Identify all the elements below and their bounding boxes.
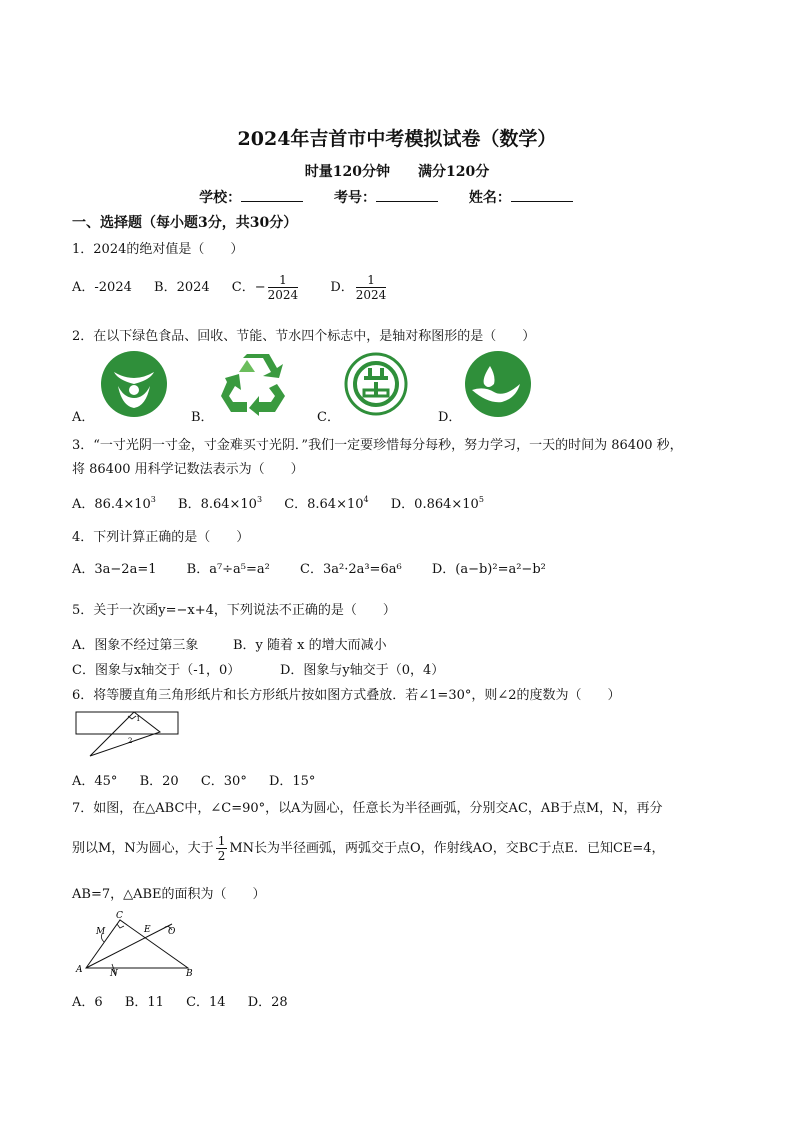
q6-angle-2-label: 2: [128, 737, 133, 745]
name-label: 姓名：: [468, 190, 511, 206]
name-field[interactable]: [511, 189, 573, 202]
q1-option-a[interactable]: A．-2024: [72, 280, 132, 295]
q7-half-den: 2: [217, 849, 226, 863]
q1-option-b[interactable]: B．2024: [154, 280, 210, 295]
q1-d-den: 2024: [355, 288, 387, 302]
q7-half-fraction: [216, 834, 228, 863]
recycle-logo-icon: [219, 352, 287, 416]
q1-d-prefix: D．: [330, 280, 354, 295]
q1-c-num: 1: [268, 273, 299, 288]
q4-option-b[interactable]: B．a⁷÷a⁵=a²: [186, 562, 270, 577]
q3-stem-line2: 将 86400 用科学记数法表示为（ ）: [72, 462, 304, 477]
water-saving-logo-icon: [464, 350, 532, 418]
q7-label-E: E: [144, 925, 151, 935]
q3-option-c[interactable]: [284, 497, 368, 512]
q3-option-a[interactable]: [72, 497, 156, 512]
q7-label-N: N: [110, 969, 118, 978]
q2-option-c[interactable]: C．: [317, 410, 340, 425]
q6-figure: [74, 710, 182, 762]
q1-d-num: 1: [356, 273, 387, 288]
q3-options: [72, 493, 484, 512]
q7-option-d[interactable]: D．28: [247, 995, 288, 1010]
q6-option-c[interactable]: C．30°: [200, 774, 247, 789]
q5-stem: 5．关于一次函y=−x+4，下列说法不正确的是（ ）: [72, 603, 396, 618]
q6-angle-1-label: 1: [136, 715, 141, 723]
q7-label-C: C: [116, 911, 123, 921]
q6-option-d[interactable]: D．15°: [268, 774, 316, 789]
q3-c-text: C．8.64×10: [284, 497, 364, 512]
student-info-line: [0, 187, 794, 207]
section-heading: 一、选择题（每小题3分，共30分）: [72, 215, 298, 231]
q5-option-b[interactable]: B．y 随着 x 的增大而减小: [233, 638, 387, 653]
time-score-line: 时量120分钟 满分120分: [304, 164, 490, 180]
q1-stem: 1．2024的绝对值是（ ）: [72, 242, 244, 257]
q7-label-M: M: [96, 927, 106, 937]
q7-option-a[interactable]: A．6: [72, 995, 103, 1010]
green-food-logo-icon: [100, 350, 168, 418]
q5-option-a[interactable]: A．图象不经过第三象: [72, 638, 199, 653]
q7-stem2-a: 别以M，N为圆心，大于: [72, 841, 214, 856]
q4-stem: 4．下列计算正确的是（ ）: [72, 530, 250, 545]
q3-c-exp: 4: [363, 495, 369, 504]
q7-label-B: B: [186, 969, 193, 978]
q2-option-d[interactable]: D．: [438, 410, 462, 425]
q2-stem: 2．在以下绿色食品、回收、节能、节水四个标志中，是轴对称图形的是（ ）: [72, 329, 536, 344]
q1-option-d[interactable]: [330, 273, 388, 302]
q4-options: [72, 558, 546, 577]
q6-stem: 6．将等腰直角三角形纸片和长方形纸片按如图方式叠放．若∠1=30°，则∠2的度数为（ ）: [72, 688, 621, 703]
q1-c-prefix: C．−: [231, 280, 266, 295]
q1-d-fraction: [356, 273, 387, 302]
q6-options: [72, 770, 315, 789]
q1-options: [72, 273, 388, 302]
page-title: 2024年吉首市中考模拟试卷（数学）: [237, 128, 557, 150]
q3-d-exp: 5: [478, 495, 484, 504]
q3-option-d[interactable]: [391, 497, 484, 512]
q7-option-b[interactable]: B．11: [124, 995, 164, 1010]
q3-a-exp: 3: [150, 495, 156, 504]
q4-option-a[interactable]: A．3a−2a=1: [72, 562, 157, 577]
energy-saving-logo-icon: [344, 352, 408, 416]
school-label: 学校：: [199, 190, 242, 206]
q3-b-text: B．8.64×10: [178, 497, 257, 512]
q5-option-d[interactable]: D．图象与y轴交于（0，4）: [280, 663, 445, 678]
q7-stem2-b: MN长为半径画弧，两弧交于点O，作射线AO，交BC于点E．已知CE=4，: [229, 841, 665, 856]
q3-b-exp: 3: [256, 495, 263, 504]
q3-d-text: D．0.864×10: [390, 497, 479, 512]
q3-option-b[interactable]: [178, 497, 262, 512]
q3-stem-line1: 3．“一寸光阴一寸金，寸金难买寸光阴．”我们一定要珍惜每分每秒，努力学习，一天的时间为 86400 秒，: [72, 438, 683, 453]
q7-figure: [72, 908, 200, 978]
q7-half-num: 1: [217, 834, 226, 848]
q1-option-c[interactable]: [231, 273, 300, 302]
q7-label-A: A: [76, 965, 83, 975]
q2-option-b[interactable]: B．: [191, 410, 214, 425]
q3-a-text: A．86.4×10: [72, 497, 151, 512]
q6-option-a[interactable]: A．45°: [72, 774, 118, 789]
q7-stem-line2: [72, 834, 665, 863]
q7-option-c[interactable]: C．14: [186, 995, 226, 1010]
q7-stem-line1: 7．如图，在△ABC中，∠C=90°，以A为圆心，任意长为半径画弧，分别交AC，AB于点M，N，再分: [72, 801, 663, 816]
exam-no-label: 考号：: [334, 190, 376, 206]
q7-options: [72, 991, 288, 1010]
q4-option-d[interactable]: D．(a−b)²=a²−b²: [431, 562, 546, 577]
q5-option-c[interactable]: C．图象与x轴交于（-1，0）: [72, 663, 241, 678]
school-field[interactable]: [241, 189, 303, 202]
q1-c-den: 2024: [267, 288, 299, 302]
q7-stem-line3: AB=7，△ABE的面积为（ ）: [72, 887, 266, 902]
q2-option-a[interactable]: A．: [72, 410, 95, 425]
q1-c-fraction: [268, 273, 299, 302]
exam-no-field[interactable]: [376, 189, 438, 202]
q7-label-O: O: [168, 927, 176, 937]
q4-option-c[interactable]: C．3a²·2a³=6a⁶: [300, 562, 402, 577]
q6-option-b[interactable]: B．20: [139, 774, 179, 789]
